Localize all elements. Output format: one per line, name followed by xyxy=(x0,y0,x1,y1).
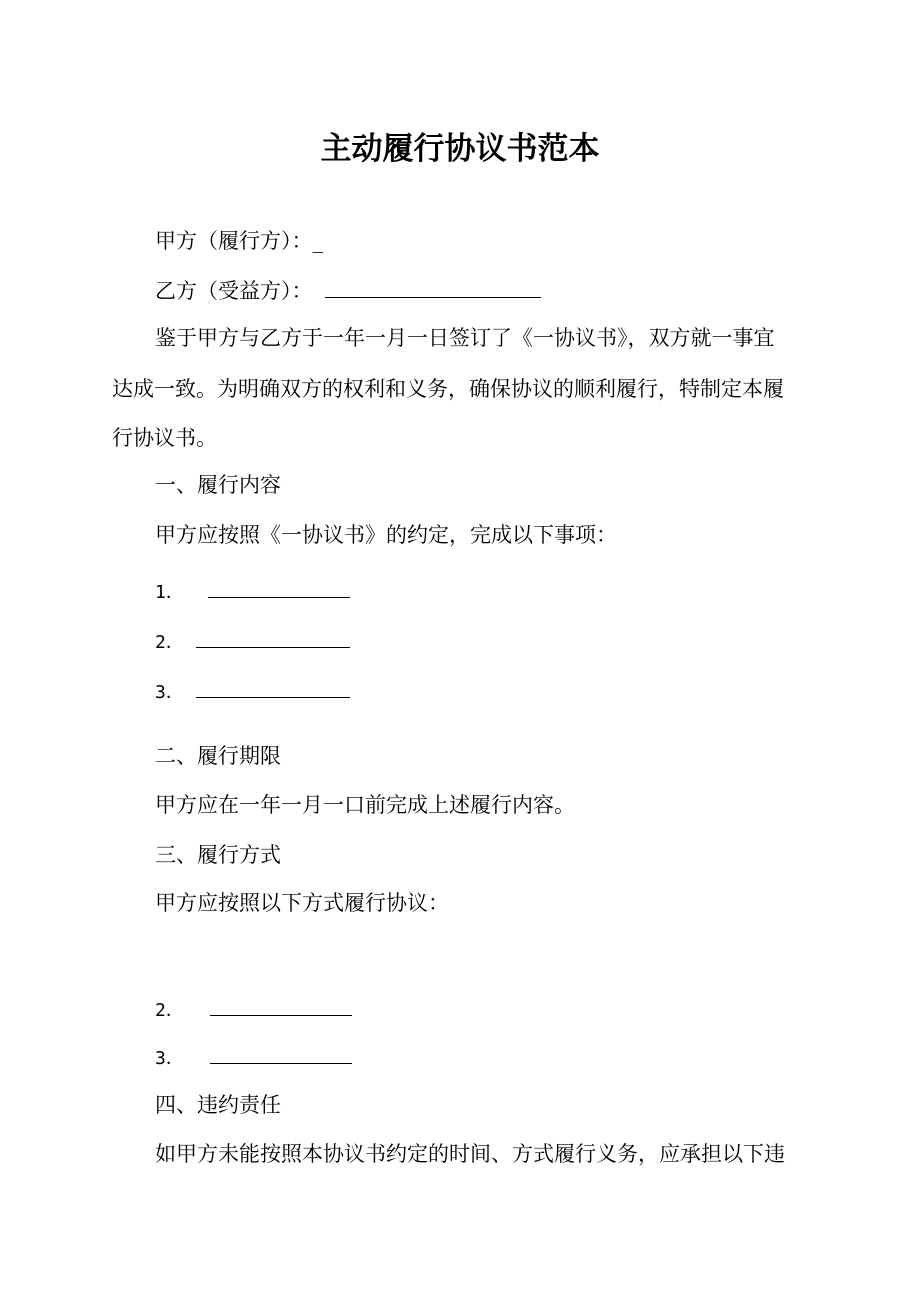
section-3-item-2 xyxy=(155,996,352,1024)
party-b-line xyxy=(155,278,541,304)
item-blank xyxy=(196,629,350,648)
party-a-line xyxy=(155,228,323,254)
intro-paragraph-line-2: 达成一致。为明确双方的权利和义务，确保协议的顺利履行，特制定本履 xyxy=(112,377,784,401)
section-1-item-1 xyxy=(155,578,350,606)
party-b-label: 乙方（受益方）： xyxy=(155,279,313,303)
section-3-text: 甲方应按照以下方式履行协议： xyxy=(155,891,449,915)
party-a-label: 甲方（履行方）： xyxy=(155,229,313,253)
document-title: 主动履行协议书范本 xyxy=(320,131,600,167)
party-a-value: _ xyxy=(312,229,323,253)
item-number: 1． xyxy=(155,582,184,603)
section-4-text: 如甲方未能按照本协议书约定的时间、方式履行义务，应承担以下违 xyxy=(155,1142,785,1166)
section-1-text: 甲方应按照《一协议书》的约定，完成以下事项： xyxy=(155,523,617,547)
item-blank xyxy=(208,579,350,598)
section-1-item-2 xyxy=(155,628,350,656)
section-1-item-3 xyxy=(155,678,350,706)
intro-paragraph-line-3: 行协议书。 xyxy=(112,426,217,450)
section-3-item-3 xyxy=(155,1044,352,1072)
section-1-heading: 一、履行内容 xyxy=(155,473,281,497)
section-2-heading: 二、履行期限 xyxy=(155,744,281,768)
party-b-value-blank xyxy=(325,279,541,298)
item-blank xyxy=(210,1045,352,1064)
item-blank xyxy=(210,997,352,1016)
item-number: 2． xyxy=(155,1000,184,1021)
item-blank xyxy=(196,679,350,698)
item-number: 3． xyxy=(155,1048,184,1069)
intro-paragraph-line-1: 鉴于甲方与乙方于一年一月一日签订了《一协议书》，双方就一事宜 xyxy=(155,326,775,350)
section-2-text: 甲方应在一年一月一口前完成上述履行内容。 xyxy=(155,793,575,817)
section-3-heading: 三、履行方式 xyxy=(155,843,281,867)
section-4-heading: 四、违约责任 xyxy=(155,1093,281,1117)
item-number: 3． xyxy=(155,682,184,703)
item-number: 2． xyxy=(155,632,184,653)
